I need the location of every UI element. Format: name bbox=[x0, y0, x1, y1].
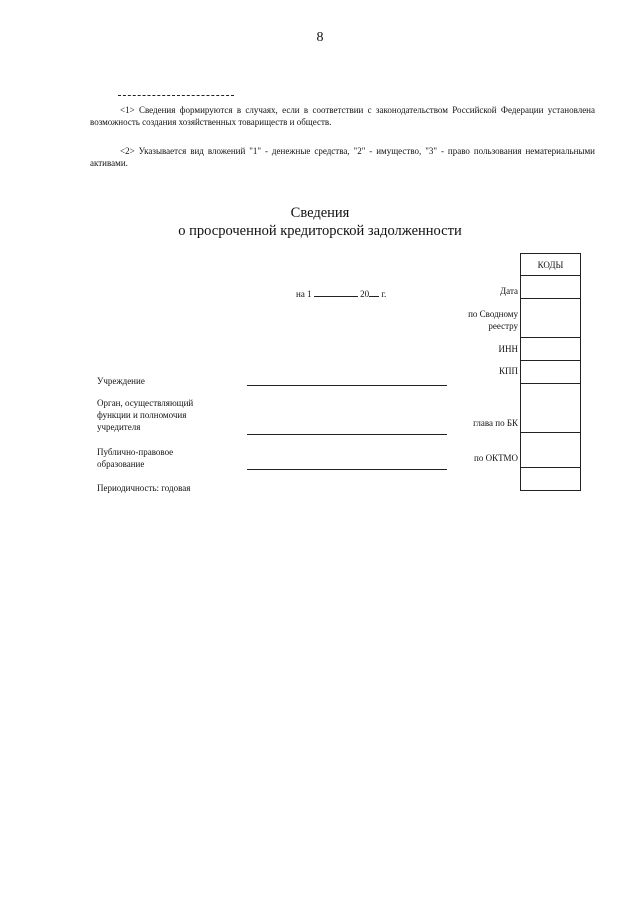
footnote-1: <1> Сведения формируются в случаях, если в соответствии с законодательством Российской Федерации установлена возможность создания хозяйственных товариществ и обществ. bbox=[90, 105, 595, 127]
code-cell-kpp[interactable] bbox=[521, 361, 581, 384]
code-cell-bk[interactable] bbox=[521, 384, 581, 433]
date-prefix: на 1 bbox=[296, 289, 312, 299]
code-cell-oktmo[interactable] bbox=[521, 433, 581, 468]
code-cell-registry[interactable] bbox=[521, 299, 581, 338]
label-public-line1: Публично-правовое bbox=[97, 447, 174, 457]
code-cell-date[interactable] bbox=[521, 276, 581, 299]
form-title: Сведения bbox=[290, 205, 350, 221]
label-public-line2: образование bbox=[97, 459, 145, 469]
year-prefix: 20 bbox=[360, 289, 370, 299]
label-kpp: КПП bbox=[498, 366, 518, 376]
label-date: Дата bbox=[500, 286, 518, 296]
founder-field[interactable] bbox=[247, 434, 447, 435]
footnote-separator bbox=[118, 95, 234, 96]
label-oktmo: по ОКТМО bbox=[474, 453, 518, 463]
date-suffix: г. bbox=[381, 289, 387, 299]
footnote-2: <2> Указывается вид вложений "1" - денежные средства, "2" - имущество, "3" - право пользования нематериальными активами. bbox=[90, 146, 595, 168]
label-institution: Учреждение bbox=[97, 376, 145, 386]
report-date-line bbox=[296, 289, 386, 299]
public-entity-field[interactable] bbox=[247, 469, 447, 470]
label-bk: глава по БК bbox=[473, 418, 518, 428]
code-cell-periodicity[interactable] bbox=[521, 468, 581, 491]
institution-field[interactable] bbox=[247, 385, 447, 386]
label-founder-line2: функции и полномочия bbox=[97, 410, 187, 420]
label-founder-line1: Орган, осуществляющий bbox=[97, 398, 194, 408]
page-number: 8 bbox=[316, 30, 324, 45]
date-blank-field bbox=[314, 289, 358, 297]
codes-table bbox=[520, 253, 581, 491]
label-founder-line3: учредителя bbox=[97, 422, 141, 432]
year-blank-field bbox=[369, 289, 379, 297]
label-registry-line1: по Сводному bbox=[468, 309, 518, 319]
label-periodicity: Периодичность: годовая bbox=[97, 483, 191, 493]
form-subtitle: о просроченной кредиторской задолженности bbox=[178, 223, 462, 239]
label-registry-line2: реестру bbox=[488, 321, 518, 331]
code-cell-inn[interactable] bbox=[521, 338, 581, 361]
codes-header: КОДЫ bbox=[521, 254, 581, 276]
label-inn: ИНН bbox=[498, 344, 518, 354]
